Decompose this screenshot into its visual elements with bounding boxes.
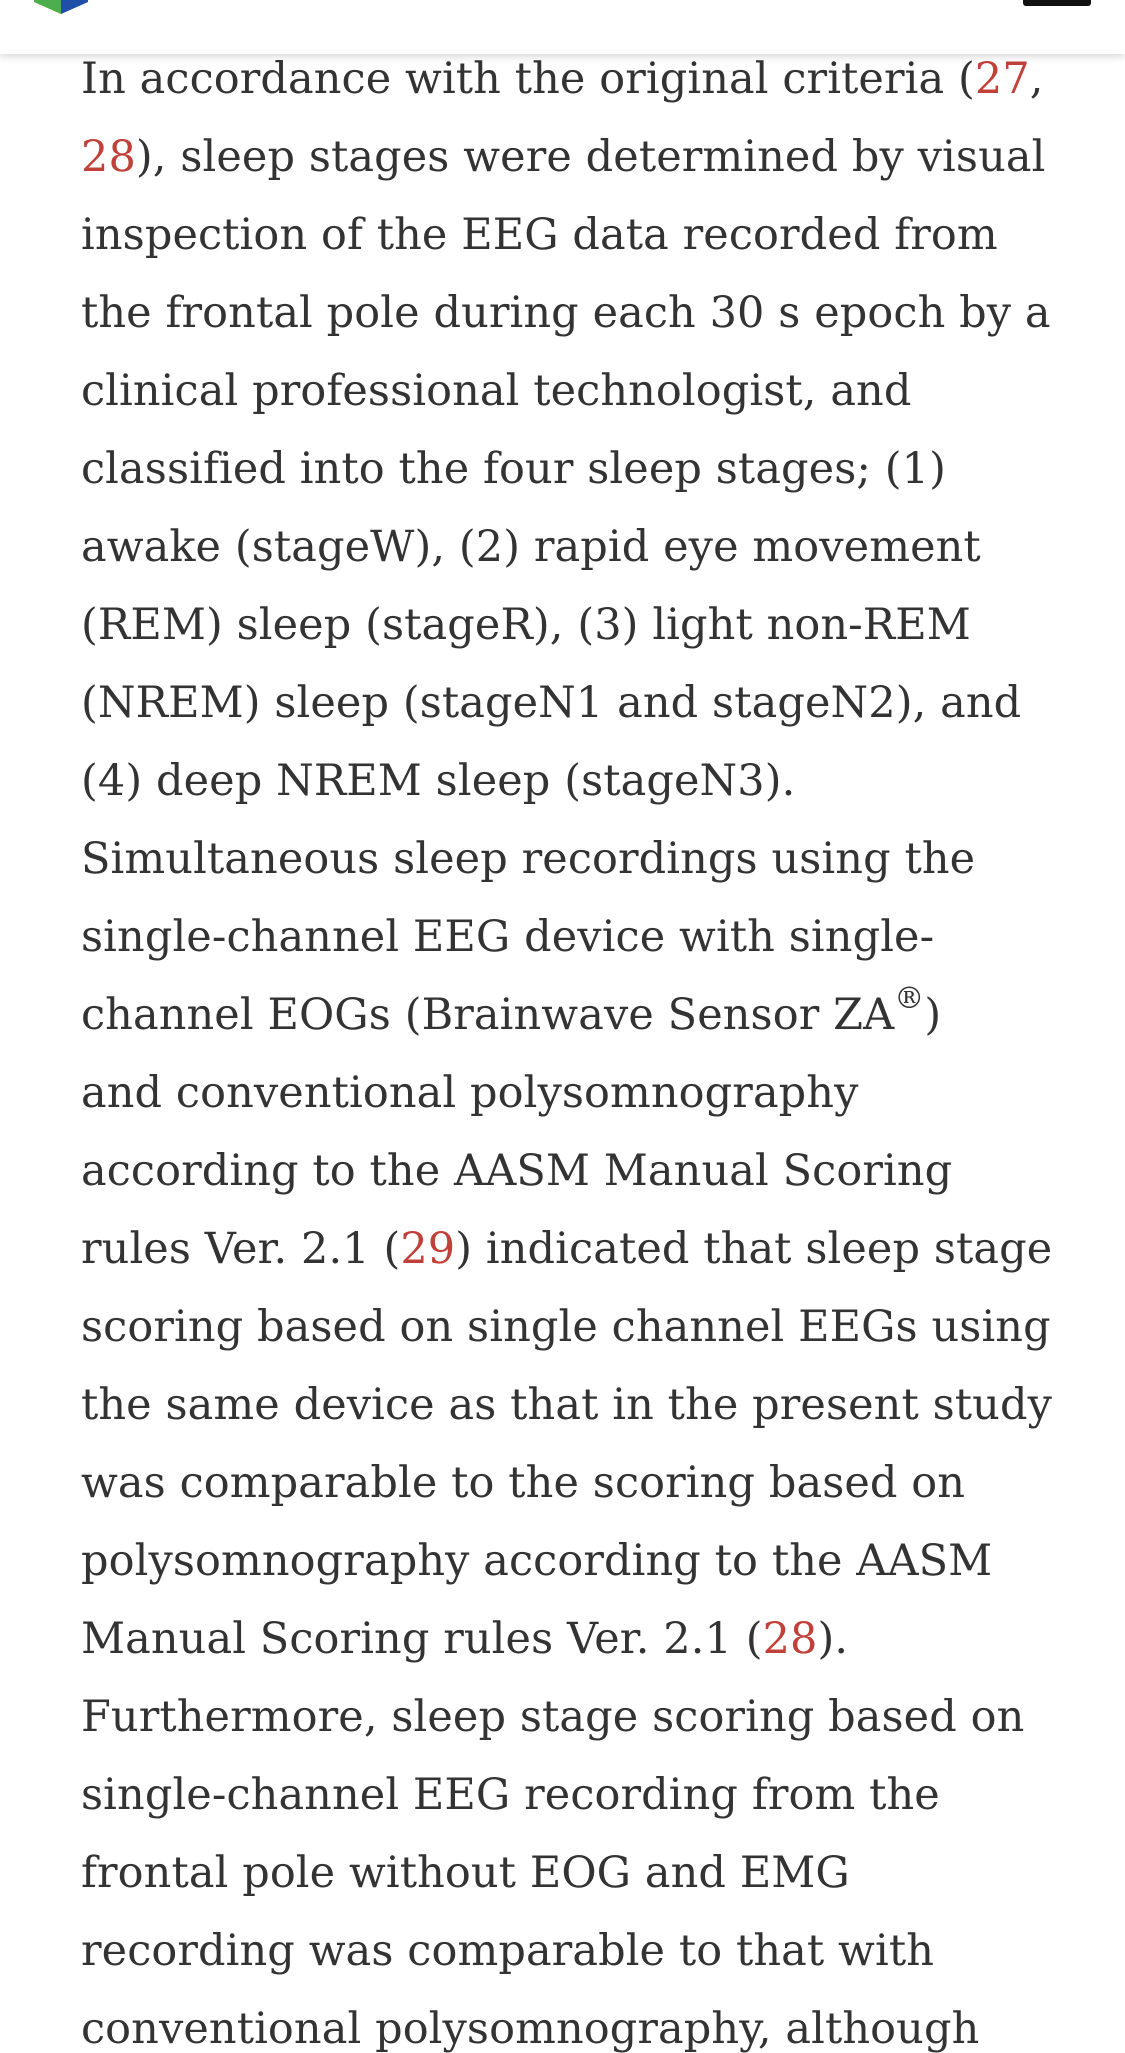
text-segment: ) — [924, 990, 942, 1040]
journal-logo-icon[interactable] — [34, 0, 88, 24]
text-line — [81, 586, 1081, 664]
text-segment: ), sleep stages were determined by visual — [135, 132, 1046, 182]
text-segment: was comparable to the scoring based on — [81, 1458, 966, 1508]
citation-link[interactable]: 28 — [762, 1614, 818, 1664]
text-segment: clinical professional technologist, and — [81, 366, 912, 416]
text-line — [81, 1600, 1081, 1678]
text-segment: single-channel EEG device with single- — [81, 912, 935, 962]
text-line — [81, 1912, 1081, 1990]
text-line — [81, 1054, 1081, 1132]
text-segment: Furthermore, sleep stage scoring based on — [81, 1692, 1025, 1742]
article-body-paragraph — [81, 40, 1081, 2053]
text-line — [81, 196, 1081, 274]
text-line — [81, 1288, 1081, 1366]
text-line — [81, 118, 1081, 196]
text-segment: (NREM) sleep (stageN1 and stageN2), and — [81, 678, 1022, 728]
text-segment: recording was comparable to that with — [81, 1926, 934, 1976]
text-line — [81, 1210, 1081, 1288]
text-segment: frontal pole without EOG and EMG — [81, 1848, 850, 1898]
text-line — [81, 820, 1081, 898]
text-segment: single-channel EEG recording from the — [81, 1770, 940, 1820]
text-segment: polysomnography according to the AASM — [81, 1536, 993, 1586]
text-line — [81, 1990, 1081, 2053]
text-segment: inspection of the EEG data recorded from — [81, 210, 998, 260]
text-line — [81, 664, 1081, 742]
menu-icon[interactable] — [1023, 0, 1091, 6]
text-line — [81, 1756, 1081, 1834]
text-segment: classified into the four sleep stages; (1) — [81, 444, 946, 494]
text-line — [81, 742, 1081, 820]
text-segment: Manual Scoring rules Ver. 2.1 ( — [81, 1614, 763, 1664]
text-segment: according to the AASM Manual Scoring — [81, 1146, 953, 1196]
citation-link[interactable]: 28 — [81, 132, 136, 182]
text-line — [81, 1522, 1081, 1600]
registered-trademark-symbol: ® — [894, 980, 925, 1016]
text-line — [81, 352, 1081, 430]
citation-link[interactable]: 27 — [974, 54, 1030, 104]
text-line — [81, 1444, 1081, 1522]
text-line — [81, 1678, 1081, 1756]
text-segment: , — [1029, 54, 1044, 104]
text-segment: (4) deep NREM sleep (stageN3). — [81, 756, 796, 806]
text-segment: the frontal pole during each 30 s epoch by a — [81, 288, 1051, 338]
text-line — [81, 976, 1081, 1054]
text-segment: awake (stageW), (2) rapid eye movement — [81, 522, 981, 572]
top-navigation-bar — [0, 0, 1125, 54]
text-segment: the same device as that in the present study — [81, 1380, 1052, 1430]
text-segment: ) indicated that sleep stage — [455, 1224, 1053, 1274]
text-segment: (REM) sleep (stageR), (3) light non-REM — [81, 600, 971, 650]
text-segment: rules Ver. 2.1 ( — [81, 1224, 401, 1274]
text-segment: ). — [817, 1614, 849, 1664]
text-segment: scoring based on single channel EEGs using — [81, 1302, 1051, 1352]
text-segment: and conventional polysomnography — [81, 1068, 859, 1118]
text-line — [81, 898, 1081, 976]
text-line — [81, 430, 1081, 508]
text-segment: channel EOGs (Brainwave Sensor ZA — [81, 990, 895, 1040]
text-line — [81, 274, 1081, 352]
text-line — [81, 1132, 1081, 1210]
text-segment: In accordance with the original criteria ( — [81, 54, 975, 104]
text-line — [81, 508, 1081, 586]
text-line — [81, 1366, 1081, 1444]
text-line — [81, 1834, 1081, 1912]
text-segment: Simultaneous sleep recordings using the — [81, 834, 976, 884]
citation-link[interactable]: 29 — [400, 1224, 456, 1274]
text-segment: conventional polysomnography, although — [81, 2004, 980, 2053]
